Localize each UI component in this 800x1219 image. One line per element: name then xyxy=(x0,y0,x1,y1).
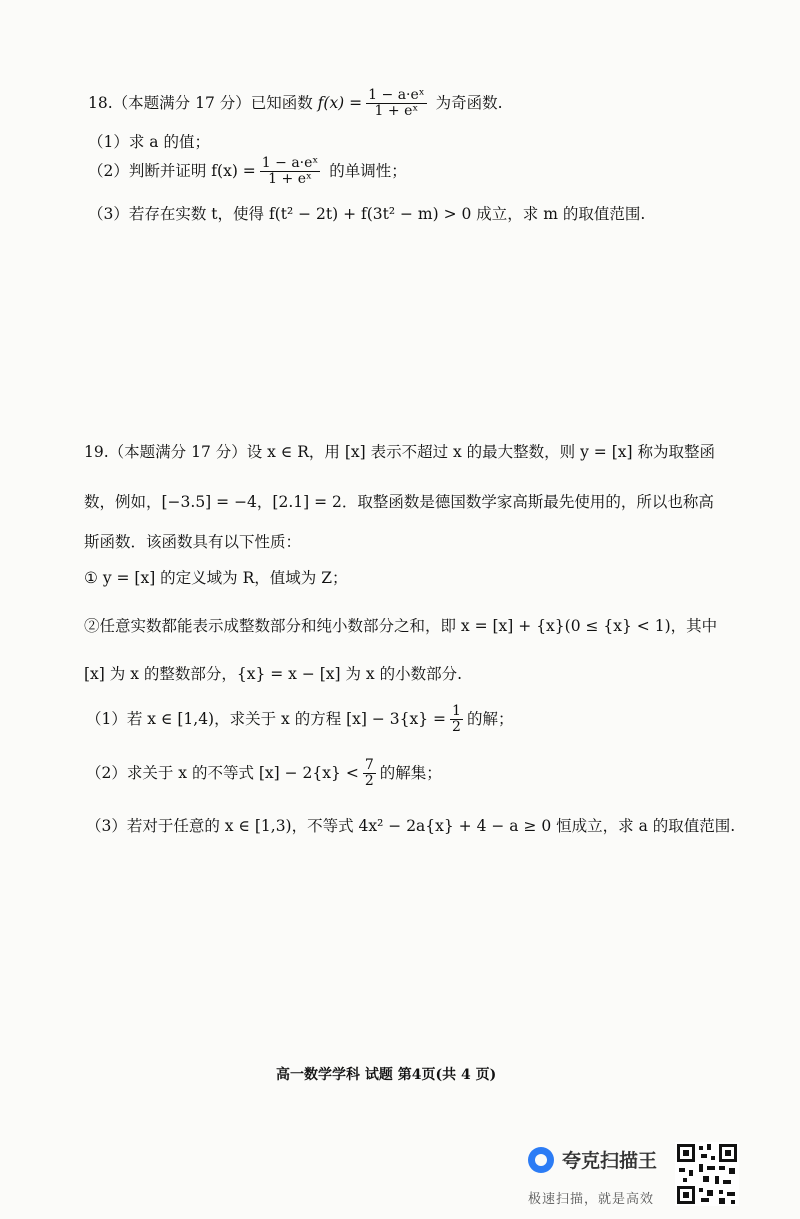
q18-frac-num: 1 − a·eˣ xyxy=(368,87,425,103)
quark-logo-icon xyxy=(528,1147,554,1173)
q18-part1: （1）求 a 的值； xyxy=(88,133,210,151)
q18-part2-fraction xyxy=(260,156,321,188)
q19-line1: 19.（本题满分 17 分）设 x ∈ R，用 [x] 表示不超过 x 的最大整数，则 y = [x] 称为取整函 xyxy=(84,443,715,461)
brand-name: 夸克扫描王 xyxy=(562,1150,658,1172)
q19-line3: 斯函数．该函数具有以下性质： xyxy=(84,533,302,551)
q19-part2-frac-num: 7 xyxy=(364,757,374,773)
q19-part1-fraction xyxy=(450,704,463,736)
q18-frac-den: 1 + eˣ xyxy=(374,103,419,120)
q19-part2-fraction xyxy=(363,758,376,790)
q18-stem xyxy=(88,88,503,120)
q19-line2: 数，例如，[−3.5] = −4，[2.1] = 2．取整函数是德国数学家高斯最先使用的，所以也称高 xyxy=(84,493,714,511)
brand-slogan: 极速扫描，就是高效 xyxy=(528,1192,655,1207)
q18-fx: f(x) = xyxy=(317,93,363,112)
q19-part3: （3）若对于任意的 x ∈ [1,3)，不等式 4x² − 2a{x} + 4 − a ≥ 0 恒成立，求 a 的取值范围. xyxy=(86,817,736,835)
q19-line6: [x] 为 x 的整数部分，{x} = x − [x] 为 x 的小数部分. xyxy=(84,665,463,683)
q18-part2-frac-num: 1 − a·eˣ xyxy=(261,155,319,171)
q19-part2-suffix: 的解集； xyxy=(379,763,442,782)
q19-part1 xyxy=(86,704,513,736)
q18-part2-frac-den: 1 + eˣ xyxy=(268,171,312,188)
q19-part1-frac-den: 2 xyxy=(452,719,461,736)
q18-part2-suffix: 的单调性； xyxy=(324,161,407,180)
q19-part1-frac-num: 1 xyxy=(452,703,461,719)
q18-stem-prefix: 18.（本题满分 17 分）已知函数 xyxy=(88,93,318,112)
q19-line4: ① y = [x] 的定义域为 R，值域为 Z； xyxy=(84,569,348,587)
q18-part3: （3）若存在实数 t，使得 f(t² − 2t) + f(3t² − m) > 0 成立，求 m 的取值范围. xyxy=(88,205,646,223)
scanner-brand xyxy=(528,1146,657,1173)
qr-code-icon xyxy=(675,1142,739,1206)
q19-part2 xyxy=(86,758,442,790)
q19-line5: ②任意实数都能表示成整数部分和纯小数部分之和，即 x = [x] + {x}(0 ≤ {x} < 1)，其中 xyxy=(84,617,718,635)
q19-part1-prefix: （1）若 x ∈ [1,4)，求关于 x 的方程 [x] − 3{x} = xyxy=(86,709,447,728)
q18-part2 xyxy=(88,156,407,188)
q18-stem-suffix: 为奇函数. xyxy=(430,93,503,112)
page-footer: 高一数学学科 试题 第4页(共 4 页) xyxy=(276,1067,497,1083)
q18-part2-prefix: （2）判断并证明 f(x) = xyxy=(88,161,256,180)
q18-fraction xyxy=(366,88,427,120)
q19-part2-prefix: （2）求关于 x 的不等式 [x] − 2{x} < xyxy=(86,763,359,782)
q19-part1-suffix: 的解； xyxy=(466,709,514,728)
q19-part2-frac-den: 2 xyxy=(364,773,374,790)
